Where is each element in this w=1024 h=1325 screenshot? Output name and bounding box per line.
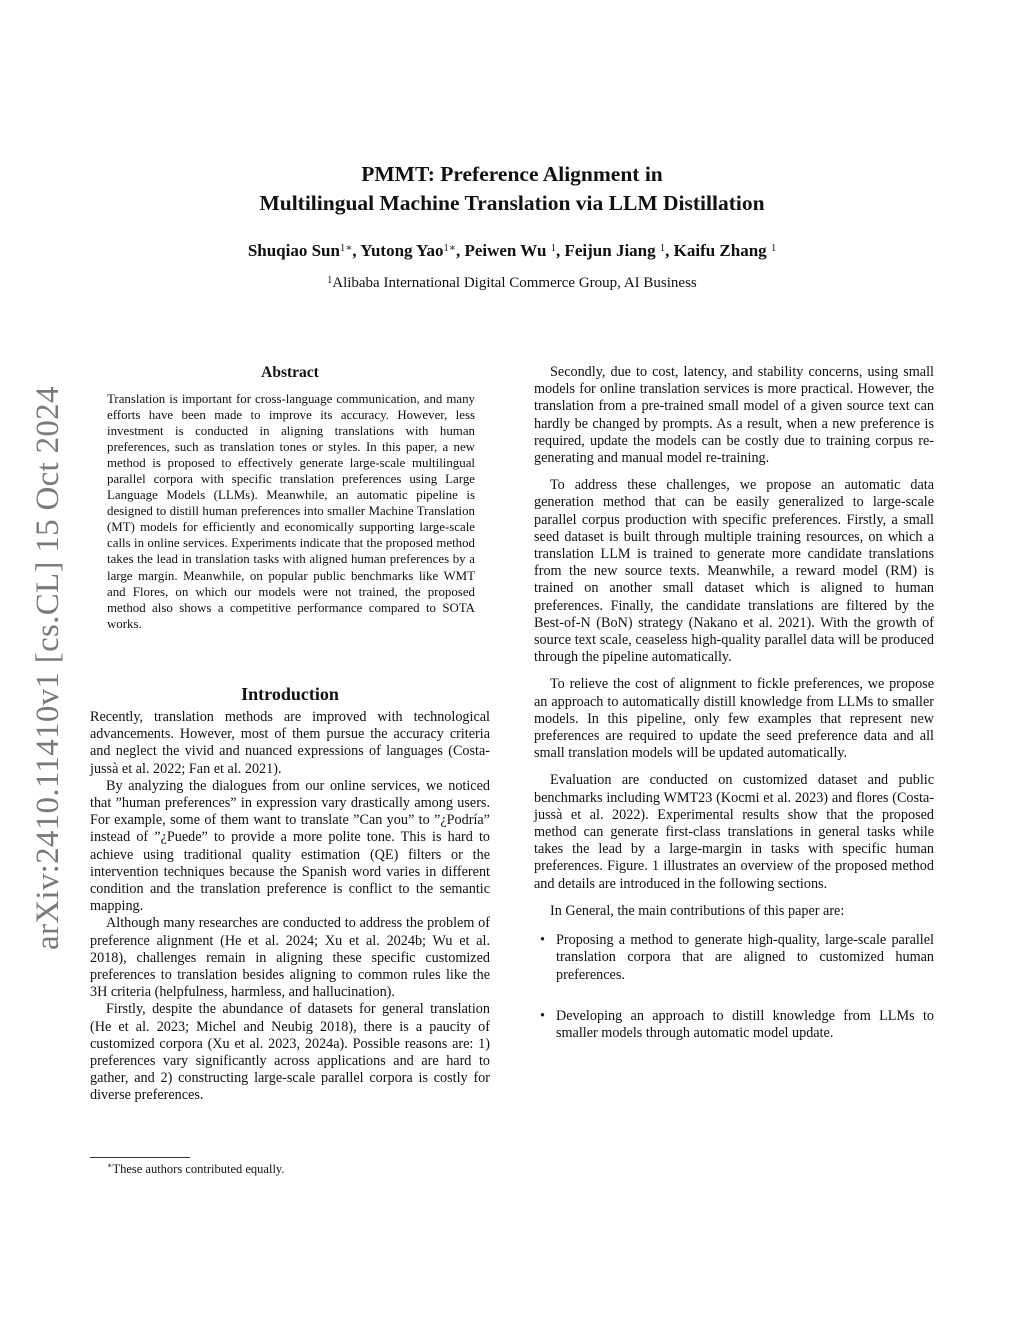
paragraph: By analyzing the dialogues from our online services, we noticed that ”human preferences” in expression vary drastically among users. For example, some of them want to translate ”Can you” to ”¿Podría” instead of ”¿Puede” to provide a more polite tone. This is hard to achieve using traditional quality estimation (QE) filters or the intervention techniques because the Spanish word varies in different condition and the translation preference is conflict to the semantic mapping. (90, 777, 490, 915)
left-column-body (90, 709, 490, 1105)
list-item (534, 932, 934, 984)
author-separator: , (352, 241, 361, 260)
affiliation (0, 273, 1024, 293)
abstract-heading: Abstract (261, 364, 319, 381)
list-item (534, 1008, 934, 1042)
author-separator: , (555, 241, 565, 260)
author-affiliation-mark: 1 (550, 243, 556, 254)
author-affiliation-mark: 1 (659, 243, 666, 254)
paper-title (0, 160, 1024, 218)
author-name: Kaifu Zhang (673, 241, 771, 260)
footnote-text: These authors contributed equally. (112, 1162, 285, 1176)
author-name: Yutong Yao (360, 241, 444, 260)
arxiv-stamp: arXiv:2410.11410v1 [cs.CL] 15 Oct 2024 (30, 386, 66, 950)
paragraph: Firstly, despite the abundance of datasets for general translation (He et al. 2023; Michel and Neubig 2018), there is a paucity of customized corpora (Xu et al. 2023, 2024a). Possible reasons are: 1) preferences vary significantly across applications and are hard to gather, and 2) constructing large-scale parallel corpora is costly for diverse preferences. (90, 1001, 490, 1104)
introduction-heading: Introduction (241, 684, 339, 704)
footnote (107, 1162, 285, 1177)
paragraph: To address these challenges, we propose an automatic data generation method that can be easily generalized to large-scale parallel corpus production with specific preferences. Firstly, a small seed dataset is built through multiple training resources, on which a translation LLM is trained to generate more candidate translations from the new source texts. Meanwhile, a reward model (RM) is trained on another small dataset which is aligned to human preferences. Finally, the candidate translations are filtered by the Best-of-N (BoN) strategy (Nakano et al. 2021). With the growth of source text scale, ceaseless high-quality parallel data will be produced through the pipeline automatically. (534, 477, 934, 666)
paragraph: Recently, translation methods are improved with technological advancements. However, most of them pursue the accuracy criteria and neglect the vivid and nuanced expressions of languages (Costa-jussà et al. 2022; Fan et al. 2021). (90, 709, 490, 777)
bullet-icon: • (540, 1007, 545, 1024)
author-name: Peiwen Wu (464, 241, 551, 260)
bullet-icon: • (540, 932, 545, 949)
author-name: Feijun Jiang (564, 241, 660, 260)
paragraph: Evaluation are conducted on customized dataset and public benchmarks including WMT23 (Kocmi et al. 2023) and flores (Costa-jussà et al. 2022). Experimental results show that the proposed method can generate first-class translations in general tasks while takes the lead by a large-margin in tasks with specific human preferences. Figure. 1 illustrates an overview of the proposed method and details are introduced in the following sections. (534, 772, 934, 892)
paragraph: In General, the main contributions of this paper are: (550, 902, 845, 919)
right-column-body (534, 364, 934, 1066)
author-name: Shuqiao Sun (247, 241, 340, 260)
contributions-list (534, 932, 934, 1042)
footnote-divider (90, 1157, 190, 1158)
title-line-1: PMMT: Preference Alignment in (361, 162, 663, 186)
paragraph: Although many researches are conducted to address the problem of preference alignment (He et al. 2024; Xu et al. 2024b; Wu et al. 2018), challenges remain in aligning these specific customized preferences to translation besides aligning to common rules like the 3H criteria (helpfulness, harmless, and hallucination). (90, 915, 490, 1001)
author-affiliation-mark: 1∗ (339, 243, 353, 254)
author-list (0, 239, 1024, 263)
author-separator: , (665, 241, 674, 260)
author-affiliation-mark: 1∗ (443, 243, 456, 254)
author-separator: , (455, 241, 465, 260)
list-item-text: Developing an approach to distill knowledge from LLMs to smaller models through automatic model update. (556, 1007, 934, 1041)
list-item-text: Proposing a method to generate high-quality, large-scale parallel translation corpora that are aligned to customized human preferences. (556, 932, 934, 983)
title-line-2: Multilingual Machine Translation via LLM Distillation (259, 191, 765, 215)
affiliation-text: Alibaba International Digital Commerce Group, AI Business (332, 275, 697, 291)
affiliation-mark: 1 (327, 275, 333, 286)
abstract-text: Translation is important for cross-language communication, and many efforts have been made to improve its accuracy. However, less investment is conducted in aligning translations with human preferences, such as translation tones or styles. In this paper, a new method is proposed to effectively generate large-scale multilingual parallel corpora with specific translation preferences using Large Language Models (LLMs). Meanwhile, an automatic pipeline is designed to distill human preferences into smaller Machine Translation (MT) models for efficiently and economically supporting large-scale calls in online services. Experiments indicate that the proposed method takes the lead in translation tasks with aligned human preferences by a large margin. Meanwhile, on popular public benchmarks like WMT and Flores, on which our models were not trained, the proposed method also shows a competitive performance compared to SOTA works. (107, 392, 475, 631)
paragraph: Secondly, due to cost, latency, and stability concerns, using small models for online translation services is more practical. However, the translation from a pre-trained small model of a given source text can hardly be changed by prompts. As a result, when a new preference is required, update the models can be costly due to training corpus re-generating and manual model re-training. (534, 364, 934, 467)
footnote-mark: ∗ (107, 1161, 113, 1170)
author-affiliation-mark: 1 (770, 243, 777, 254)
paragraph: To relieve the cost of alignment to fickle preferences, we propose an approach to automatically distill knowledge from LLMs to smaller models. In this pipeline, only few examples that represent new preferences are required to update the seed preference data and all small translation models will be updated automatically. (534, 676, 934, 762)
